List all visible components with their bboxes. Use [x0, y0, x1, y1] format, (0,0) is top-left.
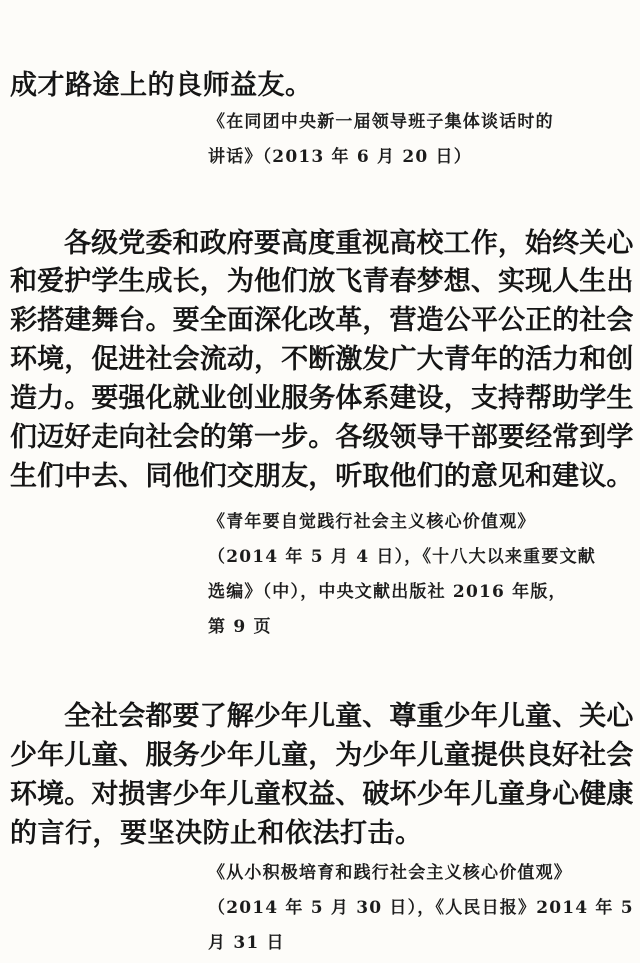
body-text-line: 少年儿童、服务少年儿童，为少年儿童提供良好社会 — [10, 740, 634, 771]
source-citation-line: （2014 年 5 月 4 日），《十八大以来重要文献 — [208, 547, 596, 567]
body-text-line: 生们中去、同他们交朋友，听取他们的意见和建议。 — [10, 461, 634, 492]
body-text-line: 环境，促进社会流动，不断激发广大青年的活力和创 — [10, 344, 634, 375]
body-text-line: 们迈好走向社会的第一步。各级领导干部要经常到学 — [10, 422, 634, 453]
source-citation-line: 《青年要自觉践行社会主义核心价值观》 — [208, 512, 536, 532]
source-citation-line: 选编》（中），中央文献出版社 2016 年版， — [208, 582, 567, 602]
body-text-line: 彩搭建舞台。要全面深化改革，营造公平公正的社会 — [10, 305, 634, 336]
body-text-line: 造力。要强化就业创业服务体系建设，支持帮助学生 — [10, 383, 634, 414]
source-citation-line: （2014 年 5 月 30 日），《人民日报》2014 年 5 — [208, 898, 634, 918]
body-text-line: 的言行，要坚决防止和依法打击。 — [10, 818, 423, 849]
body-text-line: 环境。对损害少年儿童权益、破坏少年儿童身心健康 — [10, 779, 634, 810]
source-citation-line: 《从小积极培育和践行社会主义核心价值观》 — [208, 863, 572, 883]
source-citation-line: 第 9 页 — [208, 617, 272, 637]
body-text-line: 各级党委和政府要高度重视高校工作，始终关心 — [64, 228, 634, 259]
source-citation-line: 月 31 日 — [208, 933, 285, 953]
body-text-line: 成才路途上的良师益友。 — [10, 70, 313, 101]
body-text-line: 和爱护学生成长，为他们放飞青春梦想、实现人生出 — [10, 266, 634, 297]
source-citation-line: 讲话》（2013 年 6 月 20 日） — [208, 147, 472, 167]
body-text-line: 全社会都要了解少年儿童、尊重少年儿童、关心 — [64, 701, 634, 732]
source-citation-line: 《在同团中央新一届领导班子集体谈话时的 — [208, 112, 554, 132]
